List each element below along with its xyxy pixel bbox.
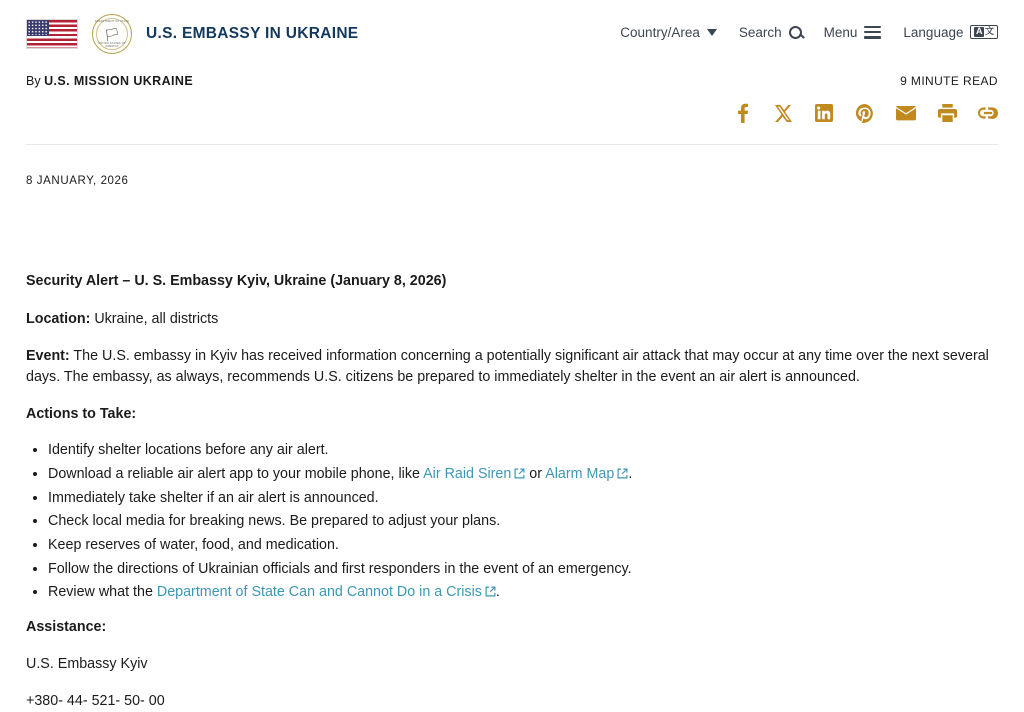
location-label: Location: (26, 311, 91, 328)
action-text: Identify shelter locations before any air alert. (48, 442, 329, 459)
language-icon-sub: 文 (984, 26, 994, 37)
search-icon (789, 26, 802, 39)
department-of-state-seal-icon (92, 14, 132, 54)
list-item (48, 464, 998, 485)
byline-row (0, 58, 1024, 88)
header-nav (620, 25, 998, 44)
list-item (48, 511, 998, 532)
read-time: 9 MINUTE READ (900, 74, 998, 88)
nav-search-label: Search (738, 24, 782, 40)
us-flag-icon (26, 19, 78, 49)
assistance-org: U.S. Embassy Kyiv (26, 656, 148, 673)
nav-country-area[interactable] (620, 25, 717, 40)
share-linkedin-icon[interactable] (814, 102, 834, 124)
external-link-icon (485, 586, 496, 597)
action-text-pre: Download a reliable air alert app to your mobile phone, like (48, 465, 424, 482)
location-value: Ukraine, all districts (94, 311, 219, 328)
language-icon (970, 25, 998, 39)
list-item (48, 488, 998, 509)
action-text: Keep reserves of water, food, and medication. (48, 536, 339, 553)
assistance-heading: Assistance: (26, 619, 107, 636)
byline-author[interactable]: U.S. MISSION UKRAINE (44, 74, 194, 88)
actions-list (26, 440, 998, 603)
publish-date: 8 JANUARY, 2026 (26, 175, 129, 187)
actions-heading: Actions to Take: (26, 405, 137, 422)
link-alarm-map[interactable]: Alarm Map (545, 465, 615, 482)
site-title: U.S. EMBASSY IN UKRAINE (146, 25, 359, 42)
action-text-post: . (628, 465, 633, 482)
action-text: Check local media for breaking news. Be prepared to adjust your plans. (48, 513, 501, 530)
language-icon-letter: A (975, 26, 983, 37)
chevron-down-icon (707, 29, 717, 36)
event-label: Event: (26, 347, 70, 364)
site-brand[interactable] (26, 14, 358, 54)
share-row (0, 88, 1024, 124)
share-pinterest-icon[interactable] (855, 102, 875, 124)
nav-menu-label: Menu (823, 24, 858, 40)
nav-language-label: Language (903, 24, 964, 40)
link-crisis-guidance[interactable]: Department of State Can and Cannot Do in a Crisis (156, 584, 482, 601)
action-text-pre: Review what the (48, 584, 157, 601)
list-item (48, 440, 998, 461)
share-copy-link-icon[interactable] (978, 102, 998, 124)
share-facebook-icon[interactable] (732, 102, 752, 124)
hamburger-icon (864, 26, 881, 39)
eagle-glyph: 🏳 (103, 26, 121, 42)
seal-text-top: DEPARTMENT OF STATE (94, 20, 130, 23)
share-email-icon[interactable] (896, 102, 916, 124)
link-air-raid-siren[interactable]: Air Raid Siren (423, 465, 512, 482)
assistance-phone: +380- 44- 521- 50- 00 (26, 692, 165, 709)
byline-prefix: By (26, 74, 41, 88)
byline (26, 74, 193, 88)
event-text: The U.S. embassy in Kyiv has received information concerning a potentially significant air attack that may occur at any time over the next several days. The embassy, as always, recommends U.S. citizens be prepared to immediately shelter in the event an air alert is announced. (26, 347, 989, 385)
external-link-icon (617, 468, 628, 479)
nav-country-area-label: Country/Area (620, 24, 700, 40)
list-item (48, 582, 998, 603)
action-text-post: . (495, 584, 500, 601)
share-print-icon[interactable] (937, 102, 957, 124)
nav-search[interactable] (739, 25, 802, 40)
article-title: Security Alert – U. S. Embassy Kyiv, Ukraine (January 8, 2026) (26, 273, 447, 289)
event-paragraph (26, 346, 998, 388)
external-link-icon (514, 468, 525, 479)
nav-language[interactable] (903, 25, 998, 40)
article-body (0, 187, 1024, 712)
action-text-mid: or (525, 465, 546, 482)
nav-menu[interactable] (824, 25, 882, 40)
site-header (0, 0, 1024, 58)
list-item (48, 559, 998, 580)
seal-text-bottom: UNITED STATES OF AMERICA (98, 42, 126, 48)
location-paragraph (26, 309, 998, 330)
share-x-twitter-icon[interactable] (773, 102, 793, 124)
action-text: Follow the directions of Ukrainian officials and first responders in the event of an emergency. (48, 560, 632, 577)
action-text: Immediately take shelter if an air alert is announced. (48, 489, 379, 506)
list-item (48, 535, 998, 556)
